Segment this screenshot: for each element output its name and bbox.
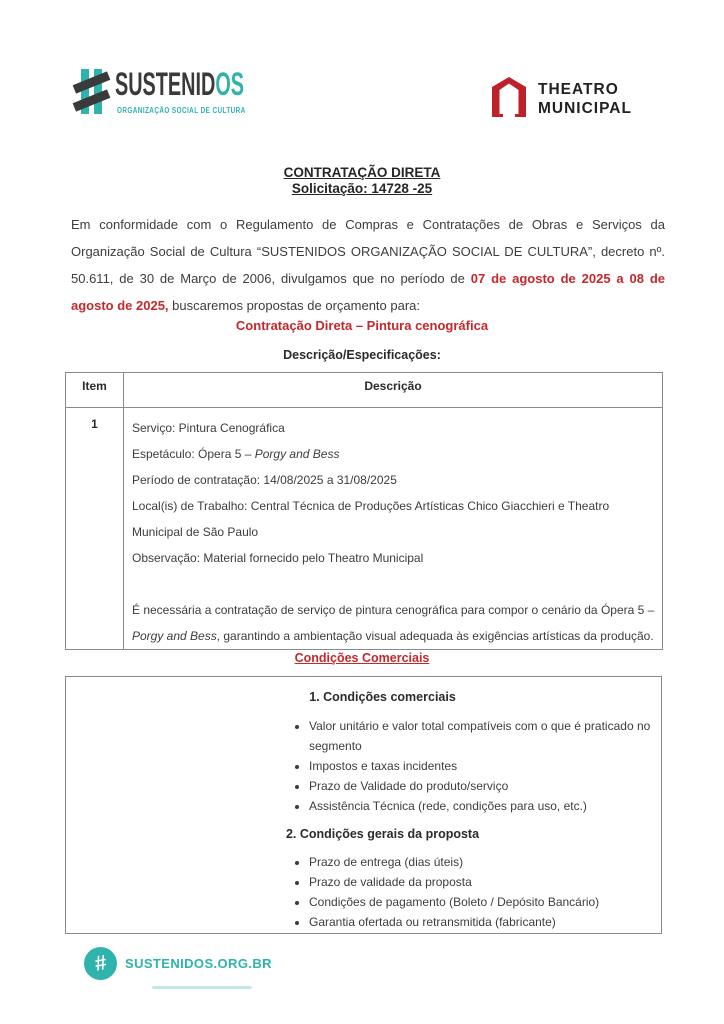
desc-location-2: Municipal de São Paulo: [132, 525, 259, 539]
footer-website: SUSTENIDOS.ORG.BR: [125, 956, 272, 971]
desc-period: Período de contratação: 14/08/2025 a 31/08/2025: [132, 473, 397, 487]
conditions-section1-title: 1. Condições comerciais: [309, 690, 456, 704]
desc-show-title: Porgy and Bess: [254, 447, 340, 461]
list-item: • Impostos e taxas incidentes: [309, 756, 655, 776]
desc-justification-1: É necessária a contratação de serviço de pintura cenográfica para compor o cenário da Ópera 5 –: [132, 603, 655, 617]
list-item: • Prazo de validade da proposta: [309, 872, 655, 892]
desc-justification-title: Porgy and Bess: [132, 629, 217, 643]
theatro-wordmark: [538, 81, 632, 118]
header-description: Descrição: [124, 373, 663, 408]
list-item: • Condições de pagamento (Boleto / Depósito Bancário): [309, 892, 655, 912]
desc-service: Serviço: Pintura Cenográfica: [132, 421, 285, 435]
intro-paragraph: [71, 211, 665, 319]
wordmark-dark: SUSTENID: [115, 66, 216, 102]
sustenidos-wordmark: [115, 66, 244, 103]
list-item: • Prazo de entrega (dias úteis): [309, 852, 655, 872]
intro-part1: Em conformidade com o Regulamento de Compras e Contratações de Obras e Serviços da Organização Social de Cultura “SUSTENIDOS ORGANIZAÇÃO SOCIAL DE CULTURA”, decreto nº. 50.611, de 30 de Março de 2006, divulgamos que no período de: [71, 217, 665, 286]
sustenidos-footer-icon: [84, 947, 117, 980]
desc-justification-rest: , garantindo a ambientação visual adequada às exigências artísticas da produção.: [216, 629, 654, 643]
desc-justification-2: [132, 623, 660, 649]
theatro-municipal-logo: [492, 77, 632, 118]
conditions-box: [65, 676, 662, 934]
desc-location-1: Local(is) de Trabalho: Central Técnica de Produções Artísticas Chico Giacchieri e Theatro: [132, 499, 610, 513]
hash-icon: [77, 66, 107, 118]
conditions-section1-list: [66, 716, 661, 816]
conditions-section2-list: [66, 852, 661, 932]
header-item: Item: [66, 373, 124, 408]
desc-show: [132, 441, 660, 467]
list-item: • Garantia ofertada ou retransmitida (fabricante): [309, 912, 655, 932]
blank-line: [132, 571, 660, 597]
title-line1: CONTRATAÇÃO DIRETA: [283, 165, 441, 180]
direct-contract-heading: Contratação Direta – Pintura cenográfica: [235, 318, 489, 333]
desc-note: Observação: Material fornecido pelo Theatro Municipal: [132, 551, 424, 565]
item-number: 1: [66, 408, 124, 650]
wordmark-teal: OS: [215, 66, 244, 102]
footer-scan-artifact: [152, 986, 252, 989]
table-row: [66, 408, 663, 650]
item-description: [124, 408, 663, 650]
theatro-line2: MUNICIPAL: [538, 99, 632, 117]
sustenidos-tagline: ORGANIZAÇÃO SOCIAL DE CULTURA: [117, 106, 246, 115]
arch-icon: [492, 77, 526, 117]
spec-table: [65, 372, 663, 650]
intro-date-range: 07 de agosto de 2025 a 08 de agosto de 2025,: [71, 271, 666, 313]
table-header-row: [66, 373, 663, 408]
desc-show-label: Espetáculo: Ópera 5 –: [132, 447, 255, 461]
spec-heading: Descrição/Especificações:: [283, 348, 441, 362]
title-line2: Solicitação: 14728 -25: [291, 181, 433, 196]
commercial-conditions-heading: Condições Comerciais: [294, 651, 430, 665]
document-title: [0, 165, 724, 197]
list-item: • Assistência Técnica (rede, condições para uso, etc.): [309, 796, 655, 816]
list-item: • Prazo de Validade do produto/serviço: [309, 776, 655, 796]
conditions-section2-title: 2. Condições gerais da proposta: [285, 827, 480, 841]
intro-part2: buscaremos propostas de orçamento para:: [168, 298, 421, 313]
hash-glyph: #: [92, 950, 109, 976]
theatro-line1: THEATRO: [538, 81, 619, 98]
list-item: • Valor unitário e valor total compatíveis com o que é praticado no segmento: [309, 716, 655, 756]
